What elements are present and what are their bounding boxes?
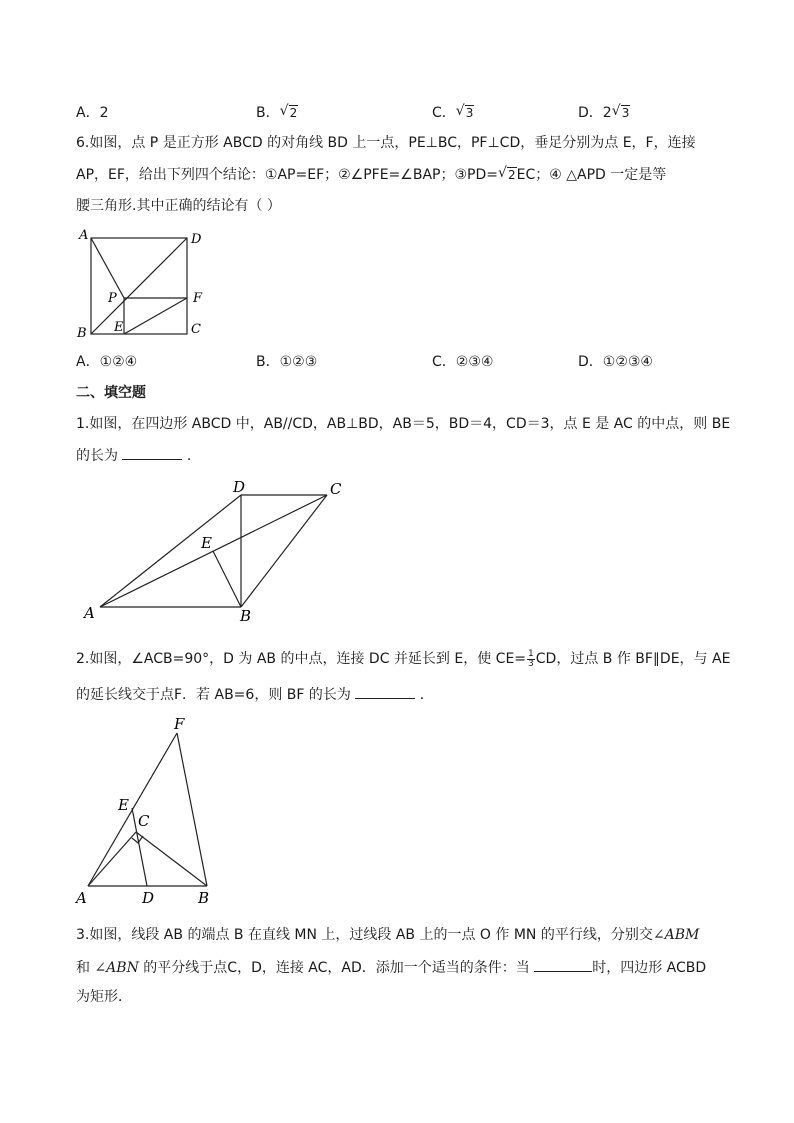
fill2-label-c: C [138, 812, 150, 830]
fill2-label-e: E [118, 796, 129, 814]
q5-option-b: B． √ 2 [256, 103, 298, 121]
fill2-label-f: F [174, 715, 185, 733]
fill2-figure [88, 733, 207, 886]
fill1-label-b: B [240, 607, 252, 625]
q6-label-d: D [191, 232, 202, 247]
q6-option-d: D．①②③④ [578, 354, 653, 370]
fill1-text-line2: 的长为 . [76, 445, 191, 466]
fill3-text-line3: 为矩形． [76, 989, 132, 1005]
section-heading-fill-in: 二、填空题 [76, 385, 146, 401]
fill2-answer-blank [355, 684, 415, 699]
q6-label-f: F [193, 291, 203, 306]
q6-label-c: C [191, 322, 201, 337]
q6-option-c: C．②③④ [432, 354, 494, 370]
fill2-text-line1: 2.如图，∠ACB=90°，D 为 AB 的中点，连接 DC 并延长到 E，使 CE= $\frac{1}{3}$ CD，过点 B 作 BF∥DE，与 AE [76, 648, 731, 669]
fill1-label-a: A [84, 604, 95, 622]
q6-text-line1: 6.如图，点 P 是正方形 ABCD 的对角线 BD 上一点，PE⊥BC，PF⊥CD，垂足分别为点 E，F，连接 [76, 135, 696, 151]
fill3-text-line2: 和 ∠ABN 的平分线于点C，D，连接 AC，AD．添加一个适当的条件：当 时，四边形 ACBD [76, 957, 706, 978]
fill1-label-c: C [330, 480, 342, 498]
q6-label-a: A [79, 228, 89, 243]
fill1-label-d: D [233, 478, 246, 496]
fill2-label-d: D [142, 889, 155, 907]
q6-label-p: P [108, 291, 117, 306]
q5-option-a: A．2 [76, 105, 109, 121]
fill1-label-e: E [201, 534, 212, 552]
fill2-label-a: A [76, 889, 87, 907]
fill2-fraction: $\frac{1}{3}$ [528, 648, 534, 669]
q6-option-a: A．①②④ [76, 354, 138, 370]
fill3-answer-blank [534, 957, 592, 972]
q6-text-line3: 腰三角形.其中正确的结论有（ ） [76, 198, 281, 214]
q6-text-line2: AP，EF，给出下列四个结论：①AP=EF；②∠PFE=∠BAP；③PD= √ 2EC；④ △APD 一定是等 [76, 165, 667, 183]
fill1-answer-blank [122, 445, 182, 460]
fill2-label-b: B [198, 889, 210, 907]
fill1-text-line1: 1.如图，在四边形 ABCD 中，AB//CD，AB⊥BD，AB＝5，BD＝4，CD＝3，点 E 是 AC 的中点，则 BE [76, 416, 731, 432]
q5-option-d: D．2 √ 3 [578, 103, 630, 121]
fill3-text-line1: 3.如图，线段 AB 的端点 B 在直线 MN 上，过线段 AB 上的一点 O 作 MN 的平行线，分别交∠ABM [76, 927, 700, 943]
q6-label-b: B [77, 326, 87, 341]
q6-label-e: E [114, 320, 124, 335]
fill1-figure [100, 495, 327, 607]
q6-option-b: B．①②③ [256, 354, 318, 370]
fill2-text-line2: 的延长线交于点F．若 AB=6，则 BF 的长为 ． [76, 684, 434, 705]
q5-option-c: C． √ 3 [432, 103, 474, 121]
